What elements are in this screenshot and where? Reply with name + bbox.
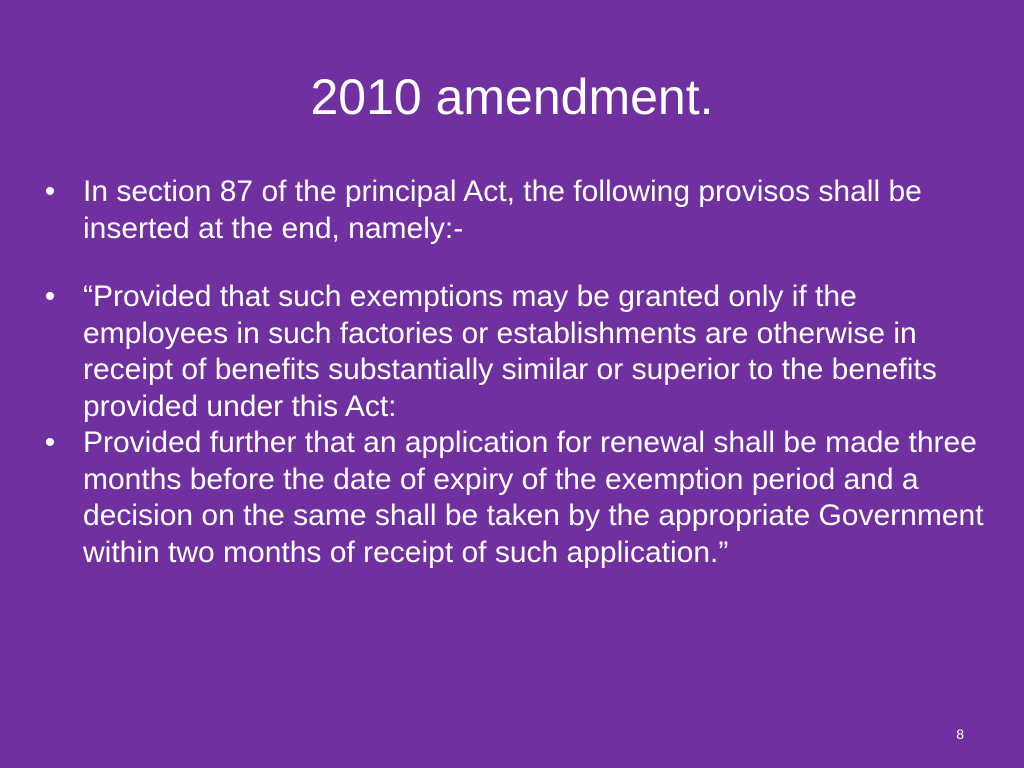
page-number: 8: [956, 726, 964, 742]
bullet-marker: •: [44, 280, 56, 313]
bullet-marker: •: [44, 426, 56, 459]
bullet-item-1: [40, 174, 990, 247]
slide-title: 2010 amendment.: [310, 69, 714, 125]
bullet-marker: •: [44, 175, 56, 208]
bullet-item-3: [40, 425, 990, 571]
bullet-text-1: In section 87 of the principal Act, the following provisos shall be inserted at the end, namely:-: [83, 175, 922, 245]
bullet-item-2: [40, 279, 990, 425]
bullet-text-3: Provided further that an application for renewal shall be made three months before the date of expiry of the exemption period and a decision on the same shall be taken by the appropriate Government within two months of receipt of such application.”: [83, 426, 984, 569]
bullet-text-2: “Provided that such exemptions may be granted only if the employees in such factories or establishments are otherwise in receipt of benefits substantially similar or superior to the benefits provided under this Act:: [83, 280, 937, 423]
bullet-list: [40, 174, 990, 571]
